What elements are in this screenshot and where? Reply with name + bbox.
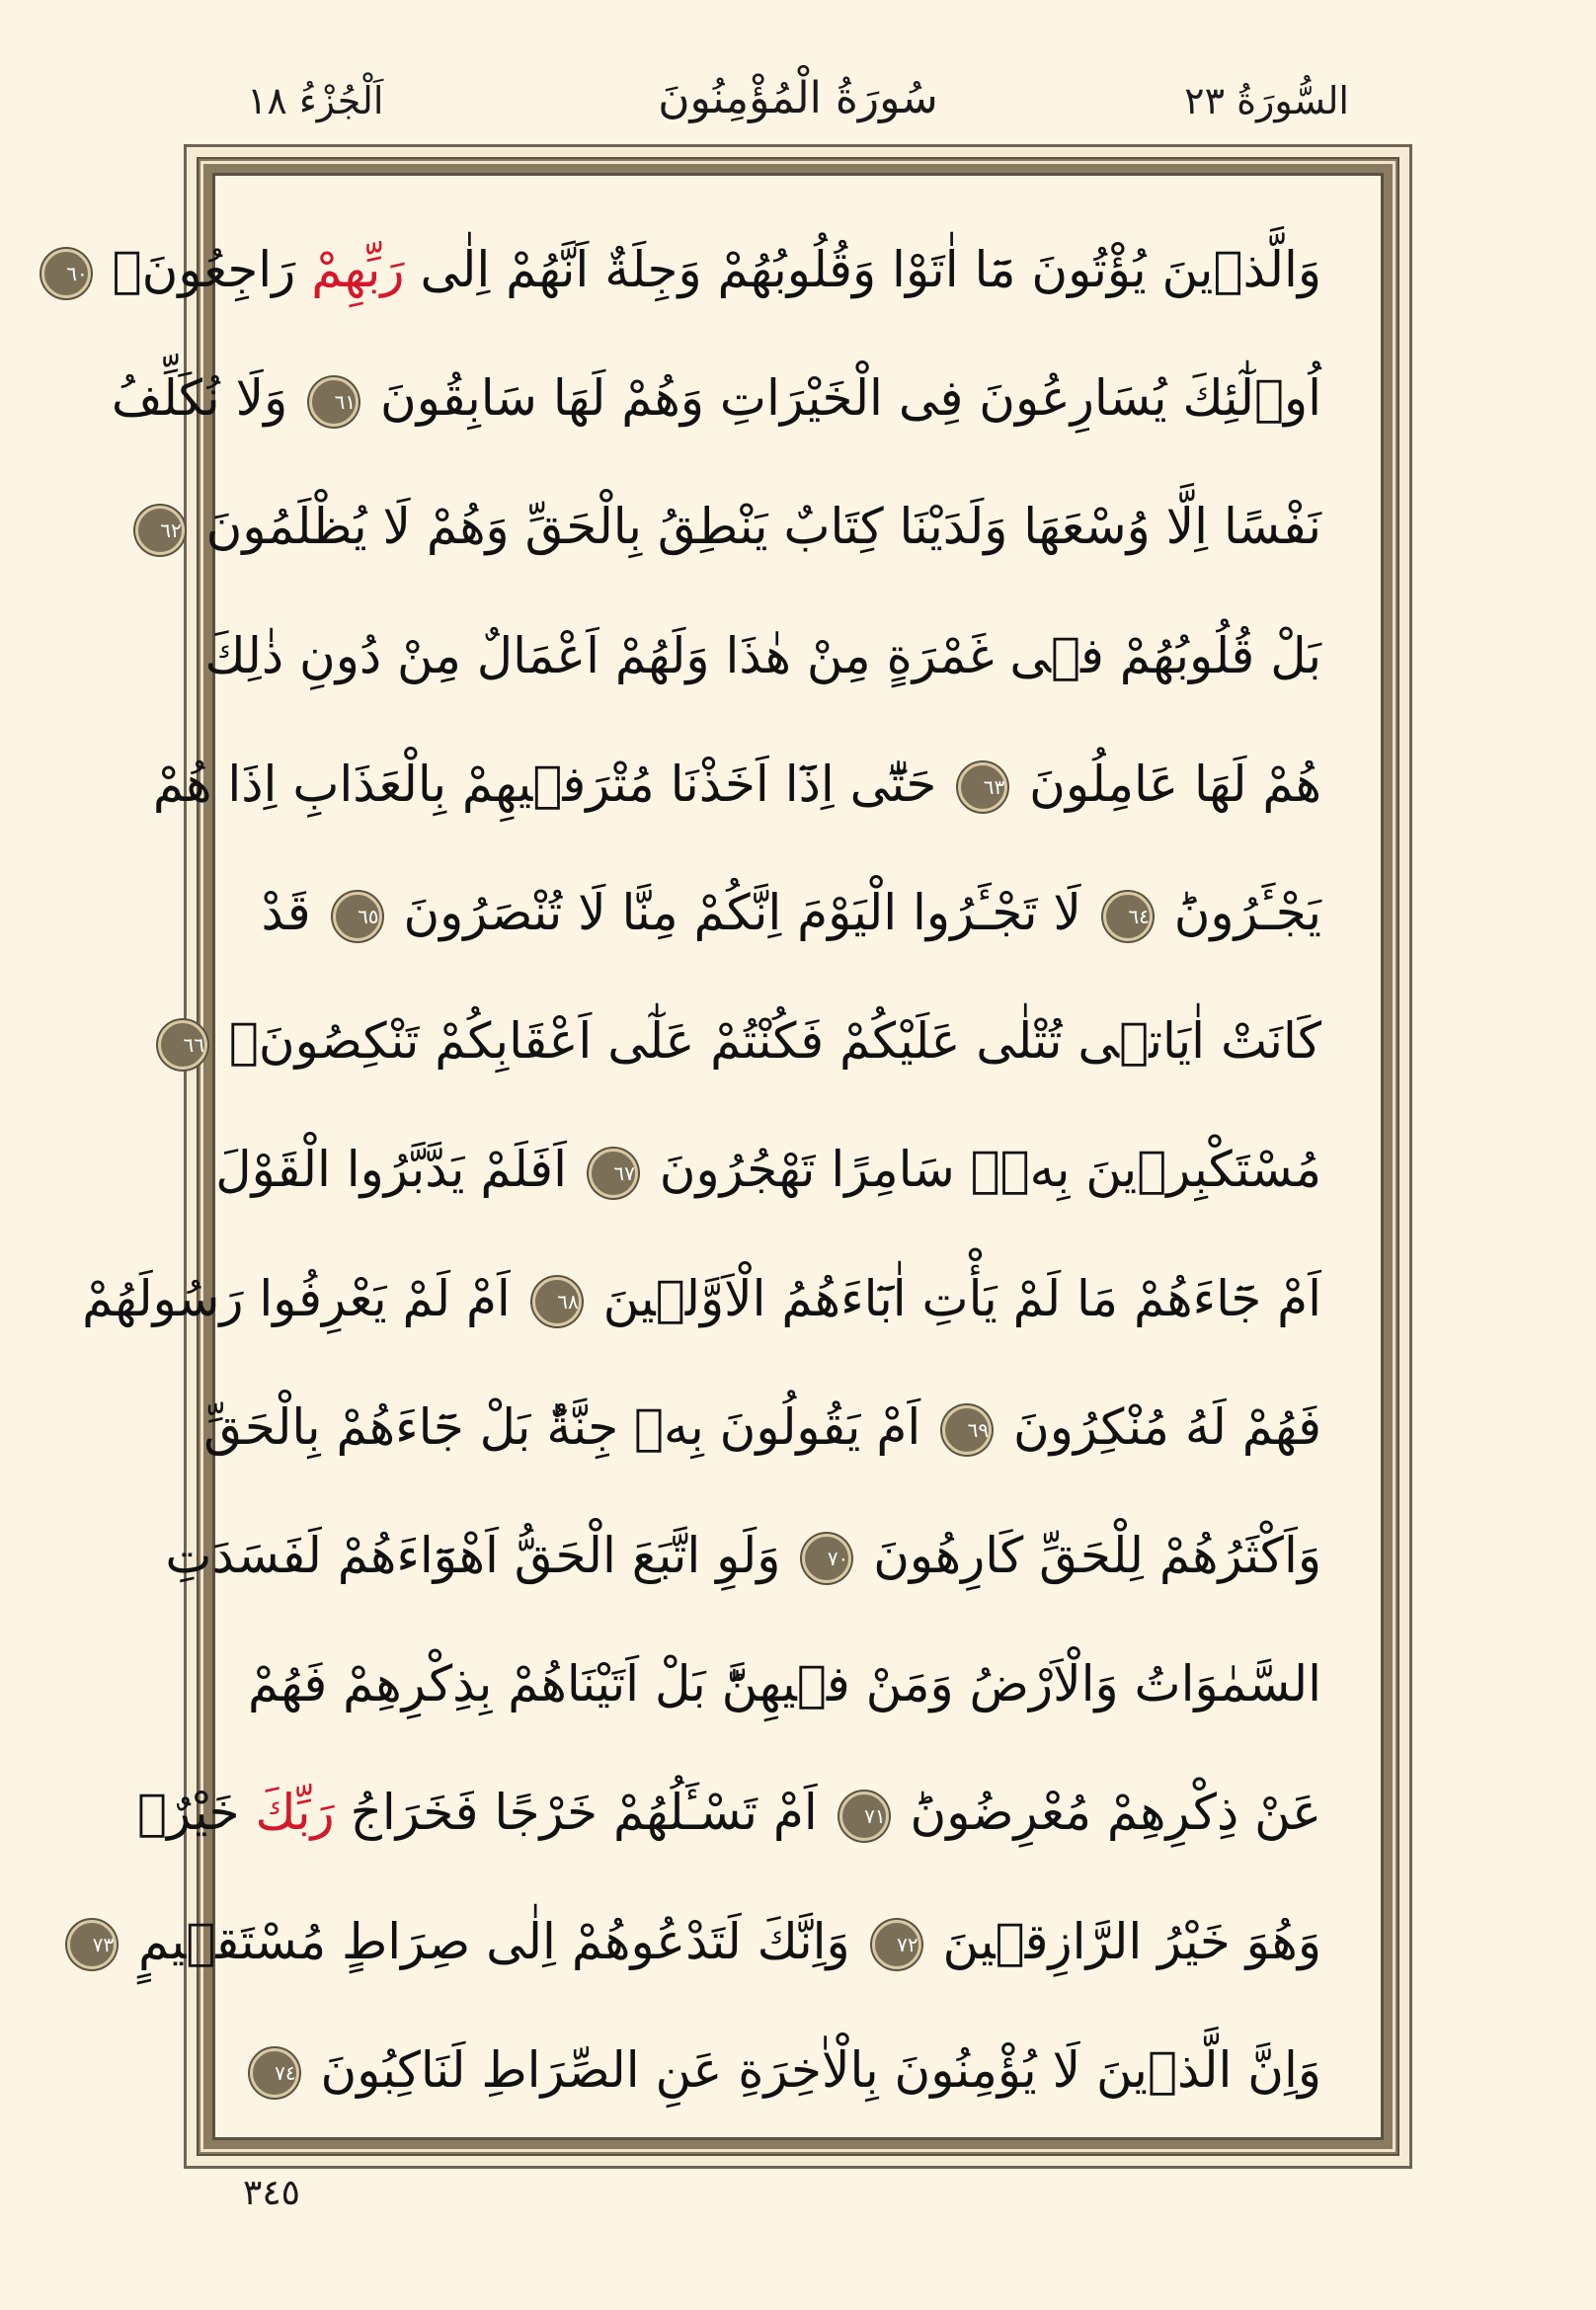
verse-line-text — [137, 1784, 1321, 1842]
verse-segment: اَمْ يَقُولُونَ بِهٖ جِنَّةٌؕ بَلْ جَٓاءَهُمْ بِالْحَقِّ — [203, 1397, 937, 1456]
ayah-number-marker: ٧٤ — [250, 2048, 299, 2098]
ayah-number-marker: ٦٦ — [158, 1020, 207, 1070]
verse-segment: اَمْ تَسْـَٔلُهُمْ خَرْجًا فَخَرَاجُ — [334, 1784, 834, 1842]
ayah-number-marker: ٦٨ — [532, 1277, 582, 1326]
verse-line-text — [82, 1269, 1321, 1327]
verse-line — [204, 592, 1321, 720]
ayah-number-marker: ٦٥ — [333, 892, 382, 941]
verse-segment: نَفْسًا اِلَّا وُسْعَهَا وَلَدَيْنَا كِتَابٌ يَنْطِقُ بِالْحَقِّ وَهُمْ لَا يُظْلَمُونَ — [190, 498, 1321, 556]
verse-segment: وَاَكْثَرُهُمْ لِلْحَقِّ كَارِهُونَ — [857, 1526, 1321, 1584]
ayah-number-marker: ٧٣ — [67, 1920, 117, 1969]
verse-segment: عَنْ ذِكْرِهِمْ مُعْرِضُونَؕ — [894, 1784, 1321, 1842]
page-number: ٣٤٥ — [243, 2173, 301, 2213]
verse-segment: فَهُمْ لَهُ مُنْكِرُونَ — [998, 1397, 1321, 1456]
verse-segment: اَفَلَمْ يَدَّبَّرُوا الْقَوْلَ — [215, 1141, 583, 1199]
verse-segment: كَانَتْ اٰيَاتٖى تُتْلٰى عَلَيْكُمْ فَكُنْتُمْ عَلٰٓى اَعْقَابِكُمْ تَنْكِصُونَۙ — [212, 1012, 1321, 1071]
verse-text-area — [66, 205, 1321, 2108]
surah-number: السُّورَةُ ٢٣ — [1184, 79, 1349, 122]
verse-line — [82, 1235, 1321, 1363]
verse-line — [275, 2006, 1321, 2134]
verse-line-text — [183, 1012, 1321, 1071]
juz-number: اَلْجُزْءُ ١٨ — [247, 79, 384, 122]
verse-segment: اُو۬لٰٓئِكَ يُسَارِعُونَ فِى الْخَيْرَاتِ وَهُمْ لَهَا سَابِقُونَ — [364, 369, 1321, 428]
verse-segment: حَتّٰٓى اِذَٓا اَخَذْنَا مُتْرَفٖيهِمْ بِالْعَذَابِ اِذَا هُمْ — [152, 755, 953, 813]
verse-segment: وَالَّذٖينَ يُؤْتُونَ مَٓا اٰتَوْا وَقُلُوبُهُمْ وَجِلَةٌ اَنَّهُمْ اِلٰى — [404, 241, 1321, 299]
ayah-number-marker: ٦٣ — [958, 762, 1007, 812]
ayah-number-marker: ٦١ — [309, 377, 359, 427]
verse-segment: هُمْ لَهَا عَامِلُونَ — [1013, 755, 1321, 813]
verse-segment: وَهُوَ خَيْرُ الرَّازِقٖينَ — [926, 1912, 1321, 1970]
verse-line-text — [160, 498, 1321, 556]
verse-segment: خَيْرٌۗ — [137, 1784, 256, 1842]
verse-segment: لَا تَجْـَٔرُوا الْيَوْمَ اِنَّكُمْ مِنَّا لَا تُنْصَرُونَ — [387, 884, 1097, 942]
verse-line — [160, 462, 1321, 591]
verse-segment: بَلْ قُلُوبُهُمْ فٖى غَمْرَةٍ مِنْ هٰذَا وَلَهُمْ اَعْمَالٌ مِنْ دُونِ ذٰلِكَ — [204, 626, 1321, 684]
verse-line-text — [165, 1526, 1321, 1584]
verse-line — [152, 720, 1321, 848]
highlighted-word: رَبِّكَ — [255, 1784, 335, 1842]
verse-line — [203, 1363, 1321, 1491]
verse-line-text — [111, 369, 1321, 428]
verse-line-text — [152, 755, 1321, 813]
verse-segment: وَاِنَّ الَّذٖينَ لَا يُؤْمِنُونَ بِالْاٰخِرَةِ عَنِ الصِّرَاطِ لَنَاكِبُونَ — [304, 2040, 1321, 2099]
ayah-number-marker: ٧١ — [839, 1792, 889, 1841]
ayah-number-marker: ٦٢ — [135, 506, 185, 555]
verse-line-text — [66, 241, 1321, 299]
page-frame — [66, 144, 1412, 2169]
verse-line-text — [261, 884, 1321, 942]
verse-line-text — [204, 626, 1321, 684]
text-panel — [66, 173, 1384, 2140]
ayah-number-marker: ٦٩ — [942, 1405, 992, 1455]
verse-line-text — [92, 1912, 1321, 1970]
verse-line-text — [215, 1141, 1321, 1199]
verse-segment: رَاجِعُونَۙ — [96, 241, 312, 299]
verse-line — [137, 1748, 1321, 1876]
ayah-number-marker: ٧٢ — [872, 1920, 921, 1969]
ayah-number-marker: ٦٧ — [589, 1149, 638, 1198]
verse-line — [248, 1620, 1321, 1748]
verse-segment: قَدْ — [261, 884, 327, 942]
verse-segment: مُسْتَكْبِرٖينَ بِهٖۗ سَامِرًا تَهْجُرُونَ — [643, 1141, 1321, 1199]
highlighted-word: رَبِّهِمْ — [311, 241, 405, 299]
verse-line — [261, 848, 1321, 977]
page-header — [188, 69, 1408, 138]
surah-name: سُورَةُ الْمُؤْمِنُونَ — [658, 73, 938, 123]
verse-line — [111, 334, 1321, 462]
verse-segment: السَّمٰوَاتُ وَالْاَرْضُ وَمَنْ فٖيهِنَّؕ بَلْ اَتَيْنَاهُمْ بِذِكْرِهِمْ فَهُمْ — [248, 1655, 1321, 1713]
ayah-number-marker: ٦٤ — [1103, 892, 1153, 941]
verse-line — [183, 977, 1321, 1105]
verse-line — [215, 1105, 1321, 1234]
ayah-number-marker: ٦٠ — [41, 249, 91, 298]
verse-segment: اَمْ لَمْ يَعْرِفُوا رَسُولَهُمْ — [82, 1269, 526, 1327]
verse-line — [165, 1491, 1321, 1620]
verse-segment: وَلَا نُكَلِّفُ — [111, 369, 304, 428]
verse-segment: يَجْـَٔرُونَؕ — [1157, 884, 1321, 942]
ayah-number-marker: ٧٠ — [802, 1534, 851, 1583]
verse-segment: اَمْ جَٓاءَهُمْ مَا لَمْ يَأْتِ اٰبَٓاءَهُمُ الْاَوَّلٖينَ — [587, 1269, 1321, 1327]
verse-line-text — [248, 1655, 1321, 1713]
verse-line-text — [275, 2041, 1321, 2099]
verse-segment: وَاِنَّكَ لَتَدْعُوهُمْ اِلٰى صِرَاطٍ مُسْتَقٖيمٍ — [122, 1912, 866, 1970]
verse-line-text — [203, 1397, 1321, 1456]
verse-line — [66, 205, 1321, 334]
verse-line — [92, 1876, 1321, 2005]
verse-segment: وَلَوِ اتَّبَعَ الْحَقُّ اَهْوَٓاءَهُمْ لَفَسَدَتِ — [165, 1526, 797, 1584]
